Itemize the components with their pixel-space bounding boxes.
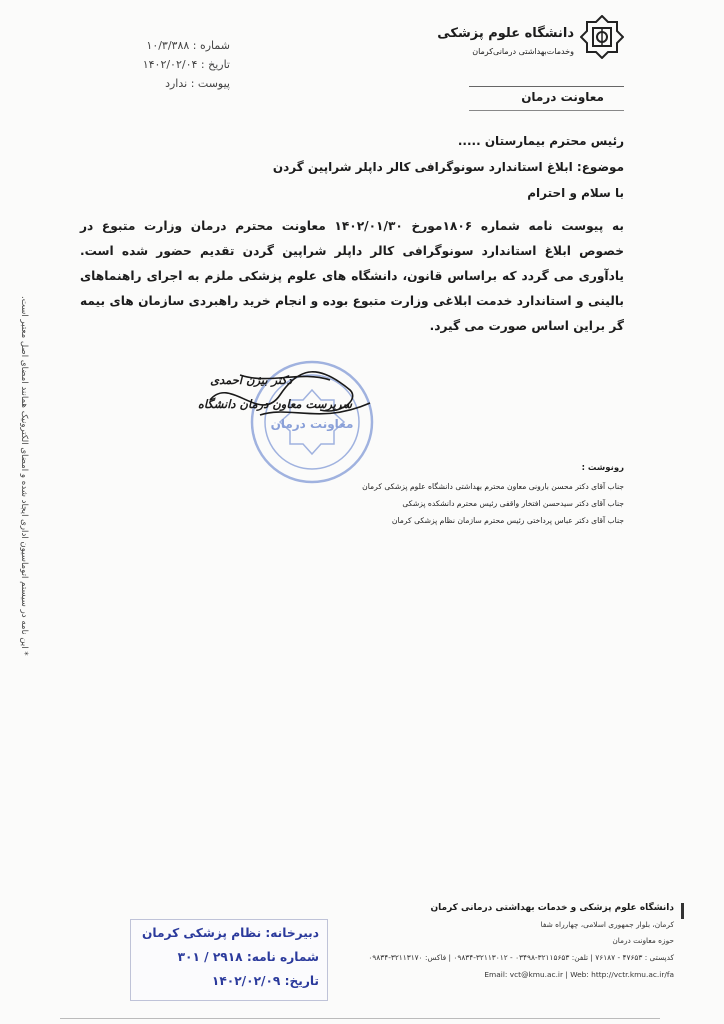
- department-name: معاونت درمان: [521, 90, 604, 104]
- meta-attachment-row: [100, 74, 230, 93]
- cc-title: رونوشت :: [581, 463, 624, 473]
- registration-office: دبیرخانه: نظام پزشکی کرمان: [141, 926, 319, 940]
- header-divider: [469, 86, 624, 87]
- footer-address: کرمان، بلوار جمهوری اسلامی، چهارراه شفا: [540, 920, 674, 929]
- signer-name: دکتر بیژن احمدی: [210, 373, 292, 387]
- stamp-text: معاونت درمان: [270, 417, 354, 431]
- registration-number: شماره نامه: ۲۹۱۸ / ۳۰۱: [177, 950, 319, 964]
- department-divider: [469, 110, 624, 111]
- university-subtitle: وخدمات‌بهداشتی درمانی‌کرمان: [472, 47, 574, 56]
- registration-date: تاریخ: ۱۴۰۲/۰۲/۰۹: [211, 974, 319, 988]
- letter-greeting: با سلام و احترام: [527, 186, 624, 200]
- bottom-divider: [60, 1018, 660, 1019]
- letter-body: به پیوست نامه شماره ۱۸۰۶مورخ ۱۴۰۲/۰۱/۳۰ معاونت محترم درمان وزارت متبوع در خصوص ابلاغ استاندارد سونوگرافی کالر داپلر شراپین گردن تقدیم حضور شده است. یادآوری می گردد که براساس قانون، دانشگاه های علوم پزشکی ملزم به اجرای راهنماهای بالینی و استاندارد خدمت ابلاغی وزارت متبوع بوده و انجام خرید راهبردی سازمان های بیمه گر براین اساس صورت می گیرد.: [80, 219, 624, 333]
- cc-line-1: جناب آقای دکتر محسن بارونی معاون محترم بهداشتی دانشگاه علوم پزشکی کرمان: [362, 482, 624, 491]
- footer-web: Email: vct@kmu.ac.ir | Web: http://vctr.kmu.ac.ir/fa: [484, 970, 674, 979]
- signer-title: سرپرست معاون درمان دانشگاه: [197, 397, 352, 411]
- meta-date-row: [100, 55, 230, 74]
- footer-department: حوزه معاونت درمان: [612, 936, 674, 945]
- side-note-text: * این نامه در سیستم اتوماسیون اداری ایجاد شده و امضای الکترونیک همانند امضای اصل معتبر است.: [19, 296, 29, 656]
- meta-attachment-value: ندارد: [165, 77, 188, 90]
- letter-subject: موضوع: ابلاغ استاندارد سونوگرافی کالر داپلر شراپین گردن: [272, 160, 624, 174]
- meta-number-row: [100, 36, 230, 55]
- meta-number-label: شماره :: [192, 39, 230, 52]
- university-name: دانشگاه علوم پزشکی: [437, 26, 574, 41]
- cc-line-3: جناب آقای دکتر عباس پرداختی رئیس محترم سازمان نظام پزشکی کرمان: [391, 516, 624, 525]
- meta-number-value: ۱۰/۳/۳۸۸: [146, 39, 190, 52]
- meta-date-label: تاریخ :: [200, 58, 230, 71]
- footer-title: دانشگاه علوم پزشکی و خدمات بهداشتی درمانی کرمان: [430, 903, 674, 913]
- footer-accent-bar: [681, 903, 684, 919]
- meta-date-value: ۱۴۰۲/۰۲/۰۴: [142, 58, 198, 71]
- letter-meta: [100, 36, 230, 93]
- meta-attachment-label: پیوست :: [190, 77, 230, 90]
- registration-box: [130, 919, 328, 1001]
- letter-addressee: رئیس محترم بیمارستان .....: [457, 134, 624, 148]
- cc-line-2: جناب آقای دکتر سیدحسن افتخار واقفی رئیس محترم دانشکده پزشکی: [402, 499, 624, 508]
- university-logo-icon: [580, 15, 624, 59]
- handwritten-signature-icon: [197, 355, 380, 435]
- side-note: [17, 296, 31, 696]
- footer-phones: کدپستی : ۴۷۶۵۳ - ۷۶۱۸۷ | تلفن: ۳۲۱۱۵۶۵۳-۰۳۴۹۸ - ۳۲۱۱۳۰۱۲-۰۹۸۳۴ | فاکس: ۳۲۱۱۳۱۷۰-۰۹۸۳۴: [368, 953, 674, 962]
